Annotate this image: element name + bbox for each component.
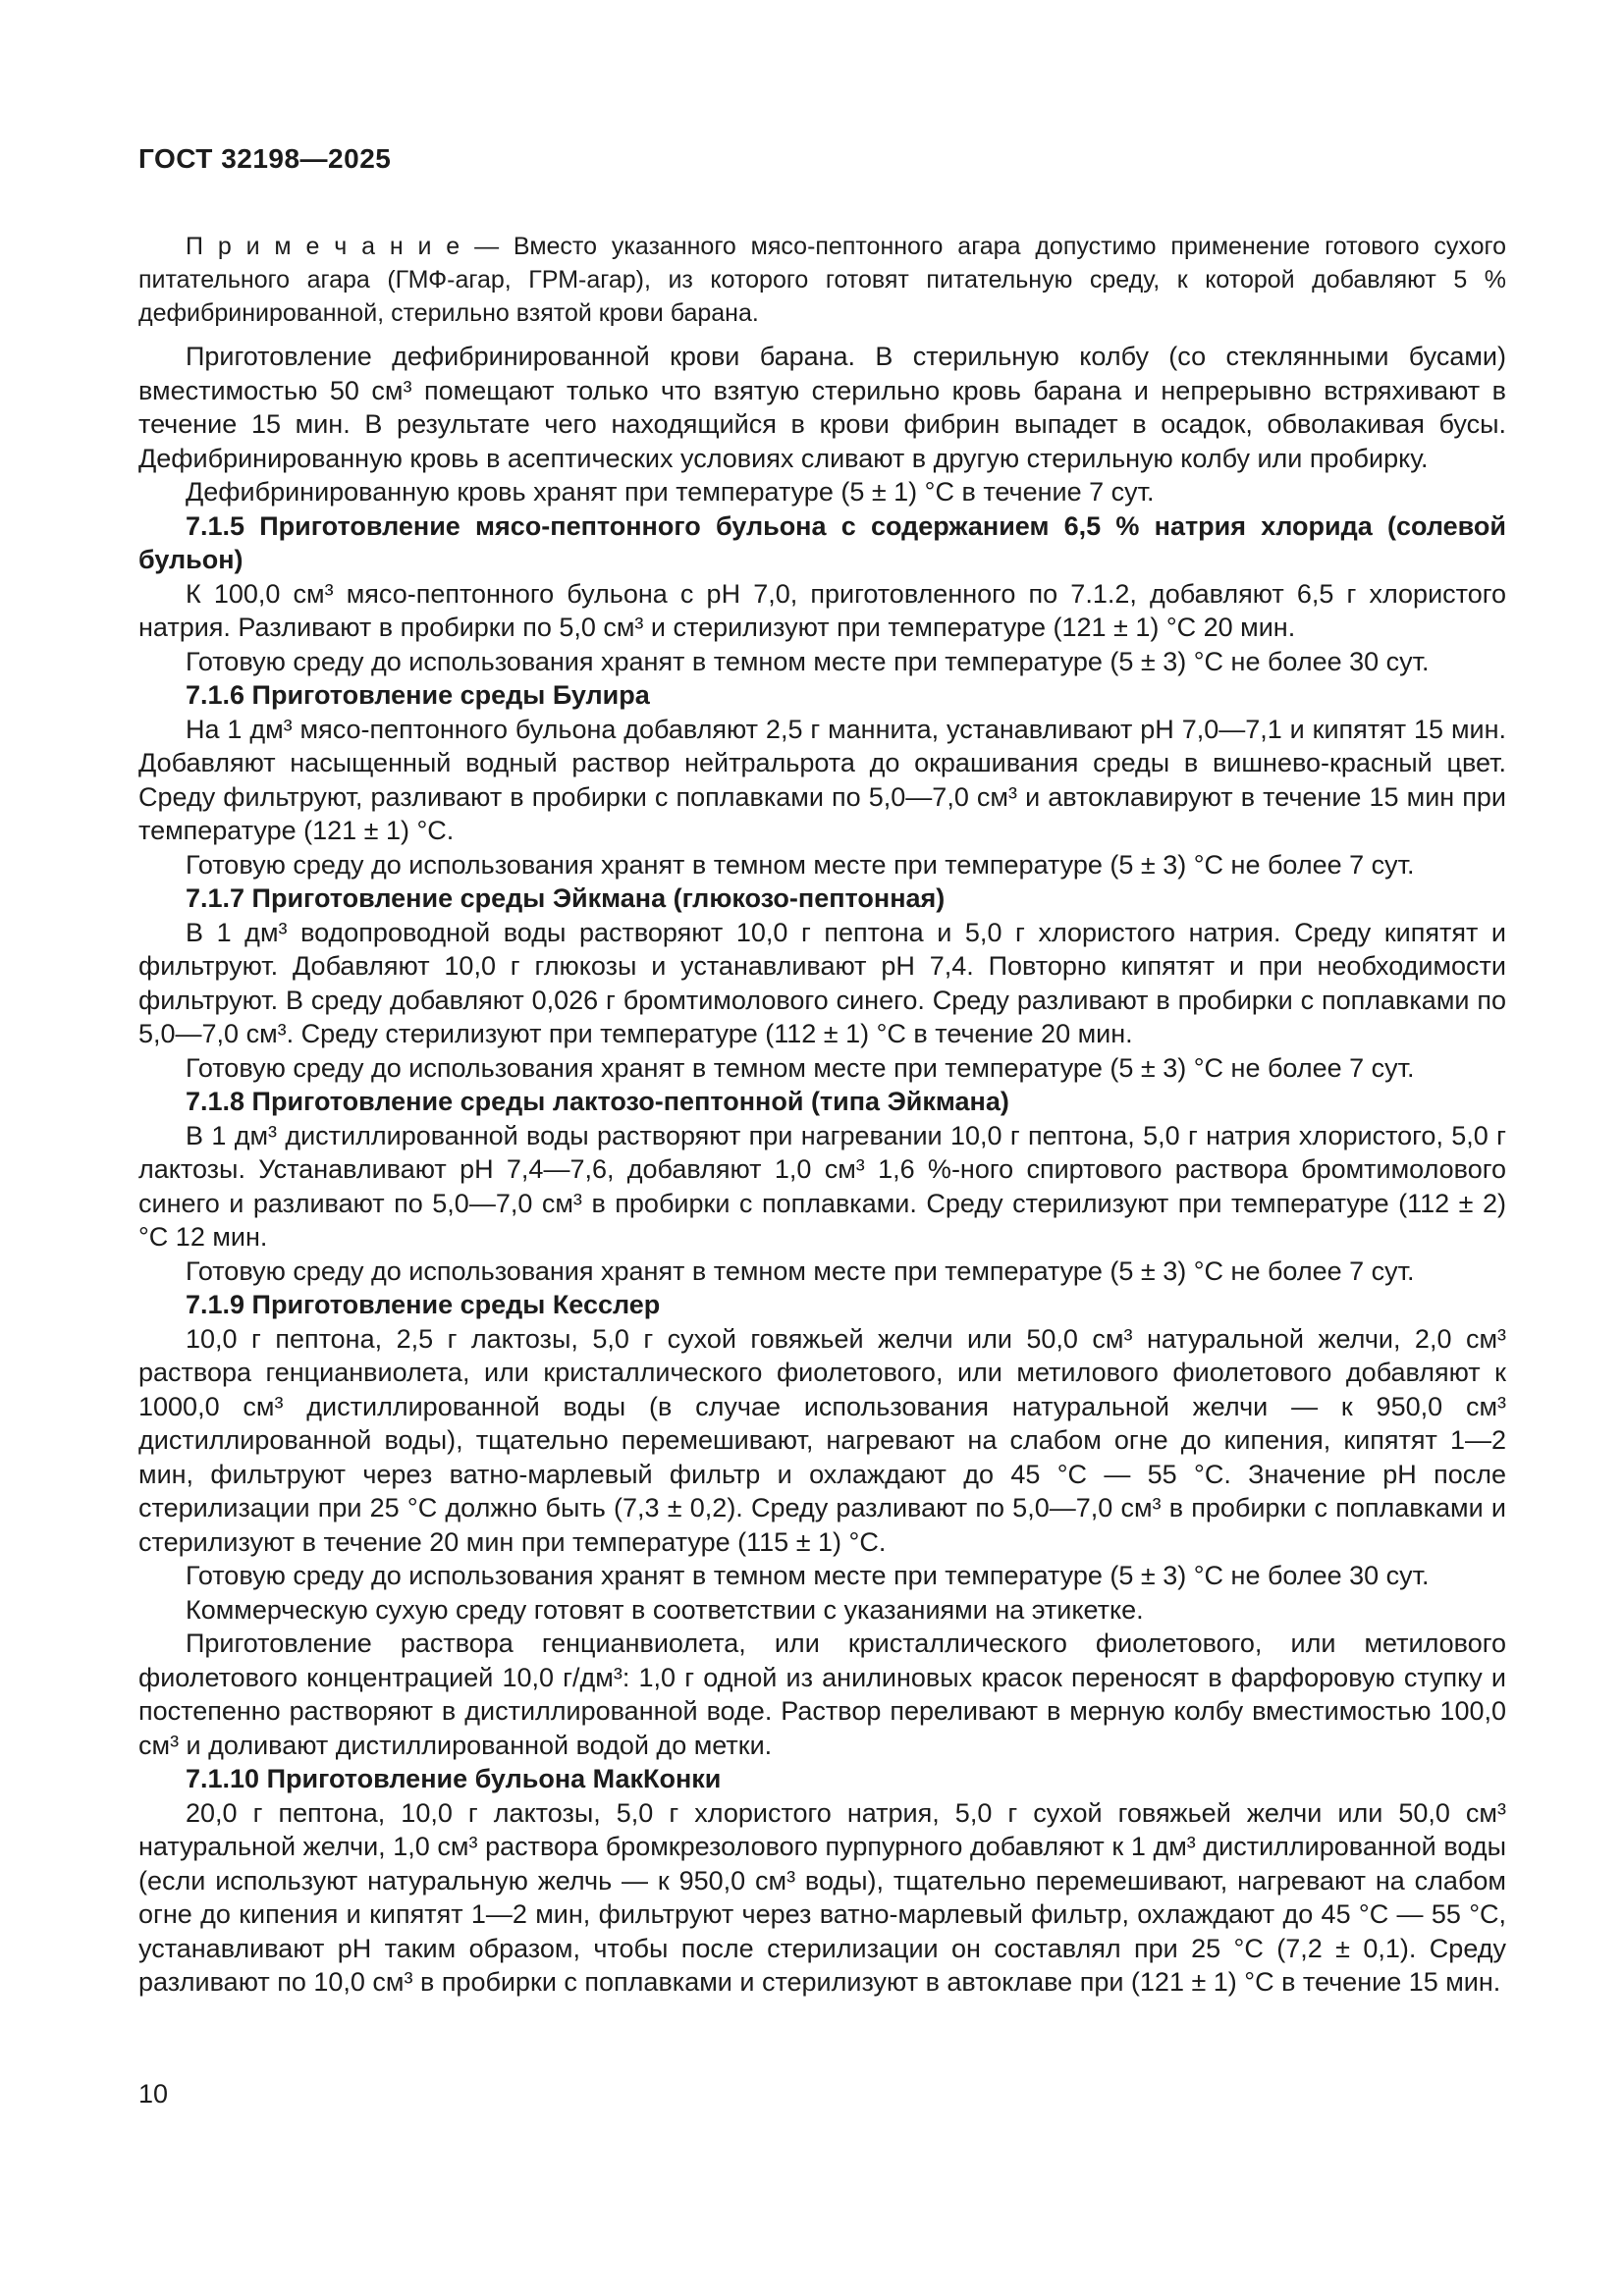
paragraph-gentian-violet: Приготовление раствора генцианвиолета, или кристаллического фиолетового, или метилового фиолетового концентрацией 10,0 г/дм³: 1,0 г одной из анилиновых красок переносят в фарфоровую ступку и постепенно растворяют в дистиллированной воде. Раствор переливают в мерную колбу вместимостью 100,0 см³ и доливают дистиллированной водой до метки. xyxy=(138,1629,1506,1760)
page-body xyxy=(138,143,1506,2000)
section-heading-7-1-5: 7.1.5 Приготовление мясо-пептонного бульона с содержанием 6,5 % натрия хлорида (солевой бульон) xyxy=(138,510,1506,574)
section-heading-7-1-9: 7.1.9 Приготовление среды Кесслер xyxy=(186,1290,661,1319)
page-number: 10 xyxy=(138,2079,169,2109)
section-heading-7-1-7: 7.1.7 Приготовление среды Эйкмана (глюкозо-пептонная) xyxy=(186,883,946,913)
section-heading-7-1-8: 7.1.8 Приготовление среды лактозо-пептонной (типа Эйкмана) xyxy=(186,1087,1009,1116)
paragraph-7-1-10-method: 20,0 г пептона, 10,0 г лактозы, 5,0 г хлористого натрия, 5,0 г сухой говяжьей желчи или 50,0 см³ натуральной желчи, 1,0 см³ раствора бромкрезолового пурпурного добавляют к 1 дм³ дистиллированной воды (если используют натуральную желчь — к 950,0 см³ воды), тщательно перемешивают, нагревают на слабом огне до кипения и кипятят 1—2 мин, фильтруют через ватно-марлевый фильтр, охлаждают до 45 °С — 55 °С, устанавливают рН таким образом, чтобы после стерилизации он составлял при 25 °С (7,2 ± 0,1). Среду разливают по 10,0 см³ в пробирки с поплавками и стерилизуют в автоклаве при (121 ± 1) °С в течение 15 мин. xyxy=(138,1797,1506,1997)
section-heading-7-1-10: 7.1.10 Приготовление бульона МакКонки xyxy=(186,1764,722,1793)
paragraph-7-1-6-storage: Готовую среду до использования хранят в темном месте при температуре (5 ± 3) °С не более 7 сут. xyxy=(186,849,1415,880)
paragraph-7-1-5-method: К 100,0 см³ мясо-пептонного бульона с рН 7,0, приготовленного по 7.1.2, добавляют 6,5 г хлористого натрия. Разливают в пробирки по 5,0 см³ и стерилизуют при температуре (121 ± 1) °С 20 мин. xyxy=(138,578,1506,642)
paragraph-7-1-6-method: На 1 дм³ мясо-пептонного бульона добавляют 2,5 г маннита, устанавливают рН 7,0—7,1 и кипятят 15 мин. Добавляют насыщенный водный раствор нейтральрота до окрашивания среды в вишнево-красный цвет. Среду фильтруют, разливают в пробирки с поплавками по 5,0—7,0 см³ и автоклавируют в течение 15 мин при температуре (121 ± 1) °С. xyxy=(138,714,1506,845)
paragraph-7-1-7-method: В 1 дм³ водопроводной воды растворяют 10,0 г пептона и 5,0 г хлористого натрия. Среду кипятят и фильтруют. Добавляют 10,0 г глюкозы и устанавливают рН 7,4. Повторно кипятят и при необходимости фильтруют. В среду добавляют 0,026 г бромтимолового синего. Среду разливают в пробирки с поплавками по 5,0—7,0 см³. Среду стерилизуют при температуре (112 ± 1) °С в течение 20 мин. xyxy=(138,917,1506,1048)
paragraph-commercial-medium: Коммерческую сухую среду готовят в соответствии с указаниями на этикетке. xyxy=(186,1594,1144,1625)
paragraph-7-1-8-storage: Готовую среду до использования хранят в темном месте при температуре (5 ± 3) °С не более 7 сут. xyxy=(186,1255,1415,1286)
paragraph-7-1-5-storage: Готовую среду до использования хранят в темном месте при температуре (5 ± 3) °С не более 30 сут. xyxy=(186,646,1430,676)
paragraph-7-1-8-method: В 1 дм³ дистиллированной воды растворяют при нагревании 10,0 г пептона, 5,0 г натрия хлористого, 5,0 г лактозы. Устанавливают рН 7,4—7,6, добавляют 1,0 см³ 1,6 %-ного спиртового раствора бромтимолового синего и разливают по 5,0—7,0 см³ в пробирки с поплавками. Среду стерилизуют при температуре (112 ± 2) °С 12 мин. xyxy=(138,1120,1506,1252)
paragraph-7-1-9-storage: Готовую среду до использования хранят в темном месте при температуре (5 ± 3) °С не более 30 сут. xyxy=(186,1561,1430,1590)
paragraph-blood-storage: Дефибринированную кровь хранят при температуре (5 ± 1) °С в течение 7 сут. xyxy=(186,477,1155,507)
note-paragraph: П р и м е ч а н и е — Вместо указанного мясо-пептонного агара допустимо применение готового сухого питательного агара (ГМФ-агар, ГРМ-агар), из которого готовят питательную среду, к которой добавляют 5 % дефибринированной, стерильно взятой крови барана. xyxy=(138,233,1506,327)
section-heading-7-1-6: 7.1.6 Приготовление среды Булира xyxy=(186,680,650,710)
paragraph-7-1-9-method: 10,0 г пептона, 2,5 г лактозы, 5,0 г сухой говяжьей желчи или 50,0 см³ натуральной желчи, 2,0 см³ раствора генцианвиолета, или кристаллического фиолетового, или метилового фиолетового добавляют к 1000,0 см³ дистиллированной воды (в случае использования натуральной желчи — к 950,0 см³ дистиллированной воды), тщательно перемешивают, нагревают на слабом огне до кипения, кипятят 1—2 мин, фильтруют через ватно-марлевый фильтр и охлаждают до 45 °С — 55 °С. Значение рН после стерилизации при 25 °С должно быть (7,3 ± 0,2). Среду разливают по 5,0—7,0 см³ в пробирки с поплавками и стерилизуют в течение 20 мин при температуре (115 ± 1) °С. xyxy=(138,1323,1506,1557)
paragraph-7-1-7-storage: Готовую среду до использования хранят в темном месте при температуре (5 ± 3) °С не более 7 сут. xyxy=(186,1052,1415,1083)
doc-code-header: ГОСТ 32198—2025 xyxy=(138,143,392,174)
paragraph-blood-preparation: Приготовление дефибринированной крови барана. В стерильную колбу (со стеклянными бусами) вместимостью 50 см³ помещают только что взятую стерильно кровь барана и непрерывно встряхивают в течение 15 мин. В результате чего находящийся в крови фибрин выпадет в осадок, обволакивая бусы. Дефибринированную кровь в асептических условиях сливают в другую стерильную колбу или пробирку. xyxy=(138,342,1506,473)
